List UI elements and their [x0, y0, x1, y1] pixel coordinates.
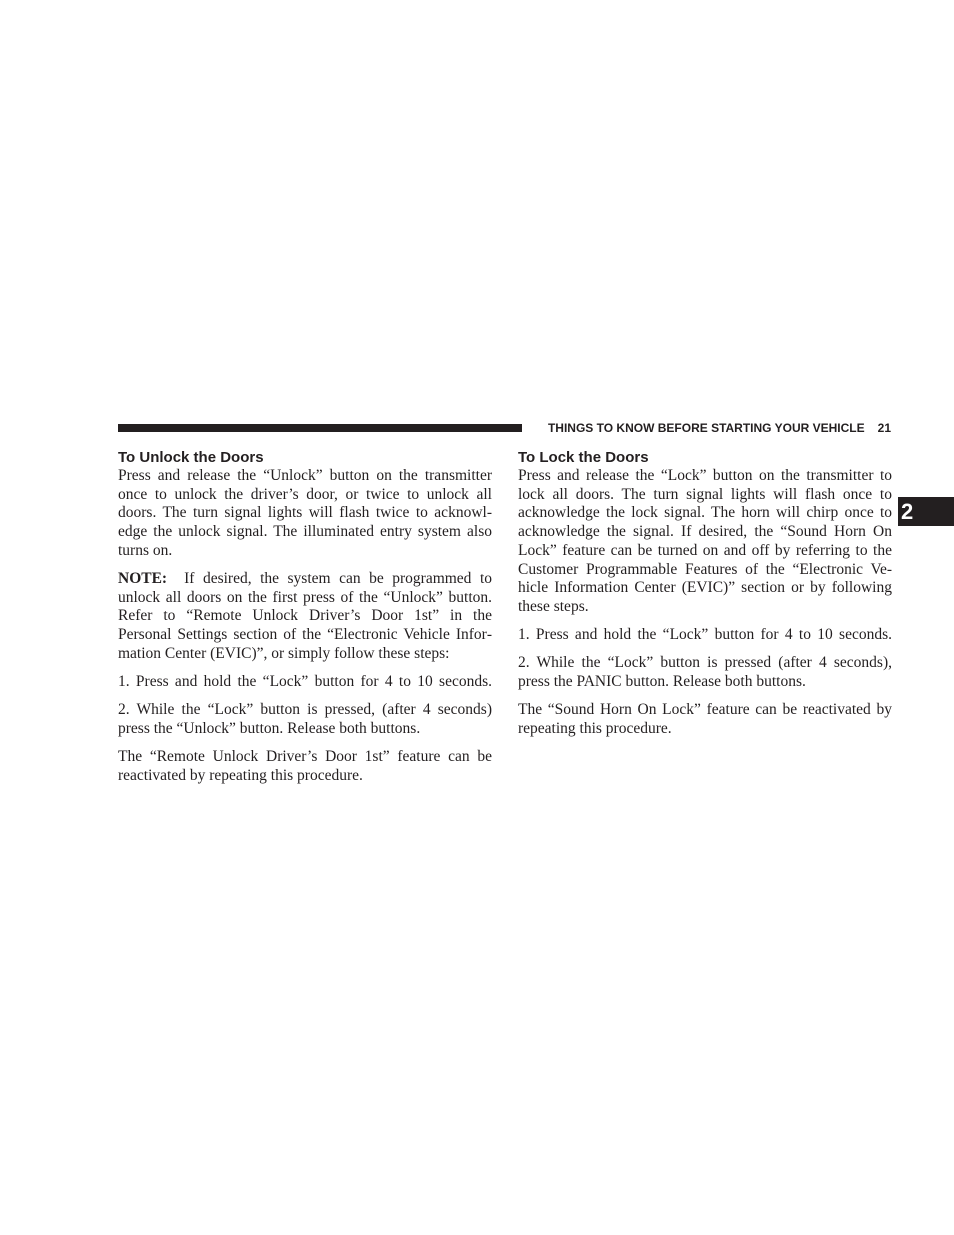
- note-label: NOTE:: [118, 570, 168, 588]
- header-title: THINGS TO KNOW BEFORE STARTING YOUR VEHICLE: [547, 421, 865, 435]
- lock-step-2: 2. While the “Lock” button is pressed (after 4 seconds), press the PANIC button. Release both buttons.: [518, 654, 892, 691]
- unlock-step-1: 1. Press and hold the “Lock” button for 4 to 10 seconds.: [118, 673, 492, 691]
- note-text: If desired, the system can be programmed to unlock all doors on the first press of the “Unlock” button. Refer to “Remote Unlock Driver’s Door 1st” in the Personal Settings section of the “Electronic Vehicle Information Center (EVIC)”, or simply follow these steps:: [118, 570, 492, 662]
- chapter-tab: 2: [898, 497, 954, 526]
- unlock-intro-paragraph: Press and release the “Unlock” button on the transmitter once to unlock the driver’s door, or twice to unlock all doors. The turn signal lights will flash twice to acknowledge the unlock signal. The illuminated entry system also turns on.: [118, 467, 492, 559]
- unlock-step-2: 2. While the “Lock” button is pressed, (after 4 seconds) press the “Unlock” button. Release both buttons.: [118, 701, 492, 737]
- running-head: [533, 420, 891, 436]
- left-column: [118, 448, 492, 795]
- lock-heading: To Lock the Doors: [518, 449, 649, 466]
- lock-step-1: 1. Press and hold the “Lock” button for 4 to 10 seconds.: [518, 626, 892, 644]
- unlock-heading: To Unlock the Doors: [118, 449, 264, 466]
- header-rule: [118, 424, 522, 432]
- right-column: [518, 448, 892, 748]
- lock-intro-paragraph: Press and release the “Lock” button on the transmitter to lock all doors. The turn signal lights will flash once to acknowledge the lock signal. The horn will chirp once to acknowledge the signal. If desired, the “Sound Horn On Lock” feature can be turned on and off by referring to the Customer Programmable Features of the “Electronic Vehicle Information Center (EVIC)” section or by following these steps.: [518, 467, 892, 615]
- lock-closing-paragraph: The “Sound Horn On Lock” feature can be reactivated by repeating this procedure.: [518, 701, 892, 737]
- page-number: 21: [877, 421, 891, 435]
- note-paragraph: [118, 570, 492, 664]
- unlock-closing-paragraph: The “Remote Unlock Driver’s Door 1st” feature can be reactivated by repeating this procedure.: [118, 748, 492, 784]
